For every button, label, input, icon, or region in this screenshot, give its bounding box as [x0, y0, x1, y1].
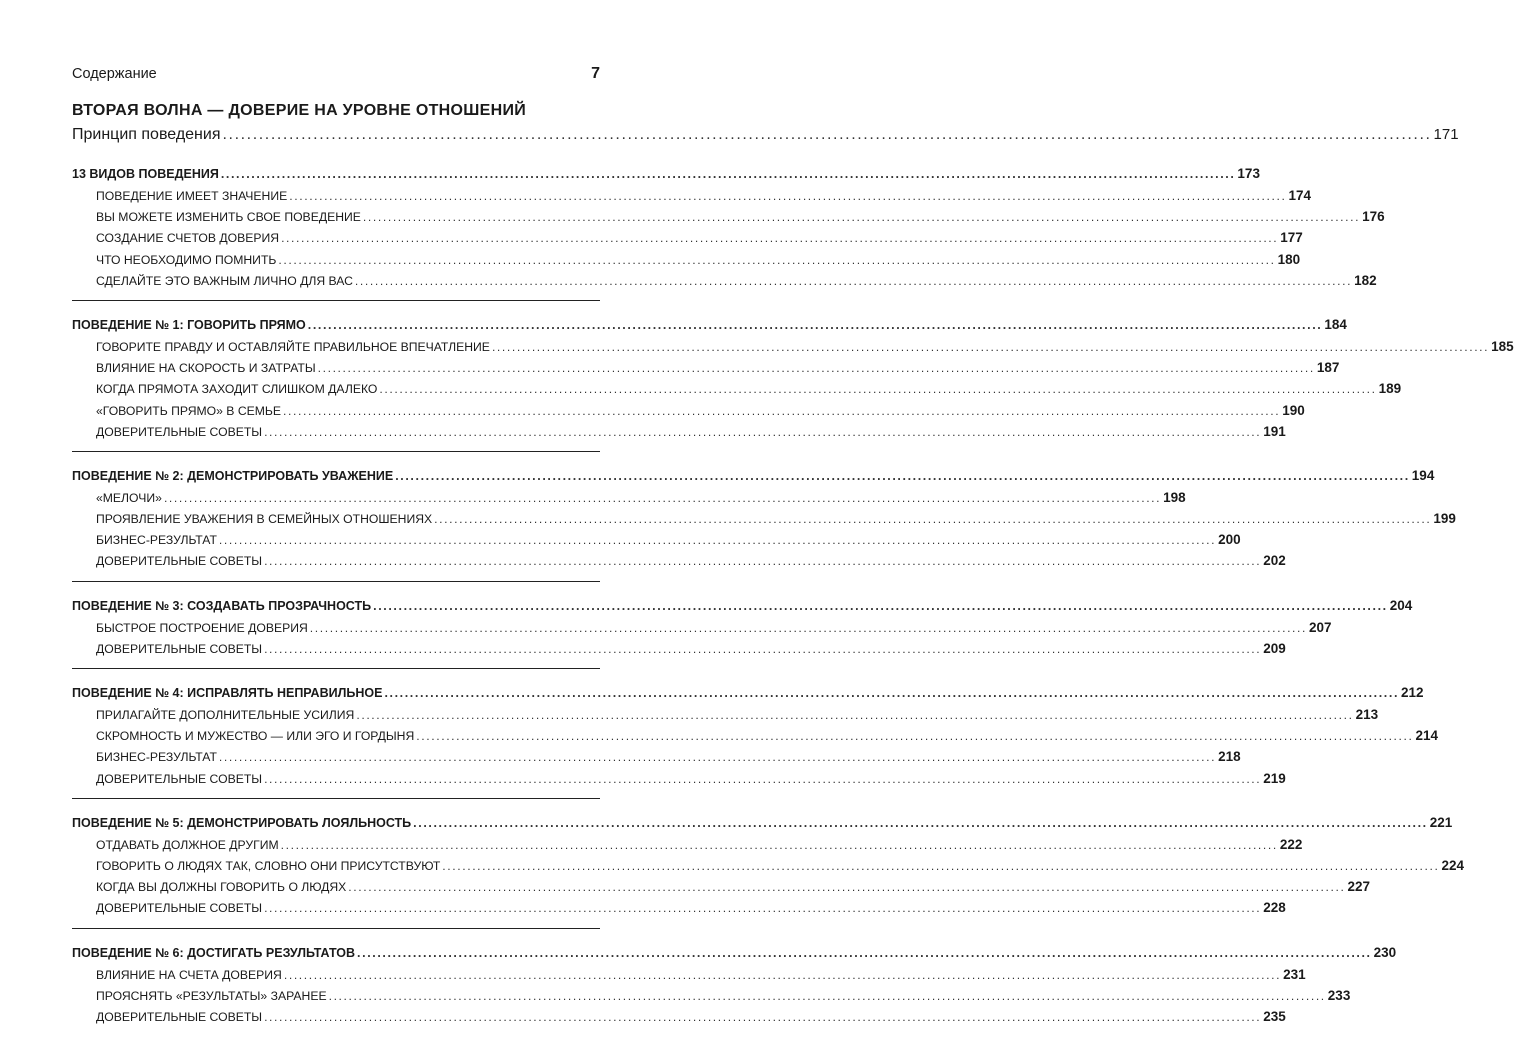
section-page: 204	[1389, 597, 1413, 613]
dot-leader: ........................................................................................................................................................................................................	[395, 468, 1410, 483]
section-heading-entry[interactable]	[72, 809, 1453, 834]
toc-subentry[interactable]	[72, 357, 1340, 378]
wave-block	[72, 100, 1459, 146]
principle-entry[interactable]	[72, 124, 1459, 146]
dot-leader: ........................................................................................................................................................................................................	[220, 167, 1236, 181]
subentry-label: ДОВЕРИТЕЛЬНЫЕ СОВЕТЫ	[96, 554, 263, 569]
dot-leader: ........................................................................................................................................................................................................	[328, 988, 1326, 1003]
subentry-label: СОЗДАНИЕ СЧЕТОВ ДОВЕРИЯ	[96, 231, 280, 246]
subentry-page: 198	[1163, 489, 1186, 505]
section-heading-entry[interactable]	[72, 311, 1347, 336]
subentry-page: 213	[1355, 707, 1379, 722]
toc-subentry[interactable]	[72, 550, 1286, 571]
running-title: Содержание	[72, 66, 157, 82]
toc-subentry[interactable]	[72, 185, 1311, 206]
subentry-label: ВЛИЯНИЕ НА СЧЕТА ДОВЕРИЯ	[96, 967, 282, 982]
subentry-label: ДОВЕРИТЕЛЬНЫЕ СОВЕТЫ	[96, 771, 263, 786]
section-title: ПОВЕДЕНИЕ № 1: ГОВОРИТЬ ПРЯМО	[72, 317, 306, 332]
dot-leader: ........................................................................................................................................................................................................	[373, 598, 1388, 613]
toc-section	[72, 939, 1397, 1037]
dot-leader: ........................................................................................................................................................................................................	[491, 339, 1490, 354]
subentry-page: 180	[1277, 251, 1301, 267]
dot-leader: ........................................................................................................................................................................................................	[348, 880, 1346, 895]
dot-leader: ........................................................................................................................................................................................................	[413, 815, 1428, 830]
section-page: 212	[1401, 685, 1424, 700]
subentry-label: ПРИЛАГАЙТЕ ДОПОЛНИТЕЛЬНЫЕ УСИЛИЯ	[96, 708, 355, 722]
dot-leader: ........................................................................................................................................................................................................	[264, 771, 1262, 786]
toc-subentry[interactable]	[72, 270, 1377, 291]
dot-leader: ........................................................................................................................................................................................................	[218, 533, 1217, 548]
dot-leader: ........................................................................................................................................................................................................	[442, 858, 1440, 873]
subentry-label: СКРОМНОСТЬ И МУЖЕСТВО — ИЛИ ЭГО И ГОРДЫНЯ	[96, 729, 415, 744]
toc-subentry[interactable]	[72, 487, 1186, 508]
subentry-page: 202	[1263, 553, 1286, 569]
dot-leader: ........................................................................................................................................................................................................	[309, 620, 1308, 635]
toc-subentry[interactable]	[72, 704, 1379, 725]
section-title: ПОВЕДЕНИЕ № 3: СОЗДАВАТЬ ПРОЗРАЧНОСТЬ	[72, 598, 372, 613]
subentry-label: ОТДАВАТЬ ДОЛЖНОЕ ДРУГИМ	[96, 837, 279, 852]
dot-leader: ........................................................................................................................................................................................................	[278, 252, 1276, 267]
dot-leader: ........................................................................................................................................................................................................	[362, 210, 1361, 225]
toc-subentry[interactable]	[72, 206, 1385, 227]
page-header	[72, 62, 600, 86]
subentry-page: 214	[1415, 728, 1439, 744]
dot-leader: ........................................................................................................................................................................................................	[283, 967, 1282, 982]
section-page: 194	[1411, 467, 1435, 483]
dot-leader: ........................................................................................................................................................................................................	[354, 273, 1353, 288]
dot-leader: ........................................................................................................................................................................................................	[317, 361, 1315, 376]
dot-leader: ........................................................................................................................................................................................................	[264, 554, 1262, 569]
subentry-page: 218	[1218, 749, 1241, 765]
section-page: 230	[1373, 944, 1397, 960]
toc-subentry[interactable]	[72, 508, 1456, 529]
section-heading-entry[interactable]	[72, 592, 1413, 617]
toc-section	[72, 311, 1514, 452]
subentry-page: 177	[1280, 230, 1303, 246]
dot-leader: ........................................................................................................................................................................................................	[289, 189, 1287, 203]
toc-section	[72, 809, 1465, 929]
section-heading-entry[interactable]	[72, 679, 1424, 704]
subentry-label: ПРОЯВЛЕНИЕ УВАЖЕНИЯ В СЕМЕЙНЫХ ОТНОШЕНИЯХ	[96, 512, 433, 527]
dot-leader: ........................................................................................................................................................................................................	[357, 945, 1372, 960]
subentry-page: 207	[1309, 619, 1332, 635]
section-title: 13 ВИДОВ ПОВЕДЕНИЯ	[72, 167, 219, 181]
dot-leader: ........................................................................................................................................................................................................	[356, 708, 1354, 722]
toc-subentry[interactable]	[72, 227, 1303, 248]
toc-subentry[interactable]	[72, 378, 1402, 399]
toc-subentry[interactable]	[72, 529, 1241, 550]
toc-section	[72, 462, 1456, 582]
subentry-label: «МЕЛОЧИ»	[96, 490, 162, 505]
dot-leader: ........................................................................................................................................................................................................	[416, 729, 1414, 744]
subentry-page: 233	[1327, 987, 1351, 1003]
section-page: 184	[1324, 316, 1347, 332]
toc-subentry[interactable]	[72, 725, 1439, 746]
toc-subentry[interactable]	[72, 400, 1305, 421]
subentry-label: ВЛИЯНИЕ НА СКОРОСТЬ И ЗАТРАТЫ	[96, 361, 316, 376]
toc-subentry[interactable]	[72, 336, 1514, 357]
dot-leader: ........................................................................................................................................................................................................	[307, 317, 1323, 332]
dot-leader: ........................................................................................................................................................................................................	[264, 424, 1262, 439]
section-page: 221	[1429, 814, 1453, 830]
subentry-label: ГОВОРИТЬ О ЛЮДЯХ ТАК, СЛОВНО ОНИ ПРИСУТСТВУЮТ	[96, 858, 441, 873]
toc-subentry[interactable]	[72, 876, 1371, 897]
toc-subentry[interactable]	[72, 897, 1286, 918]
dot-leader: ........................................................................................................................................................................................................	[281, 231, 1279, 246]
dot-leader: ........................................................................................................................................................................................................	[384, 686, 1400, 700]
subentry-label: ВЫ МОЖЕТЕ ИЗМЕНИТЬ СВОЕ ПОВЕДЕНИЕ	[96, 210, 361, 225]
toc-subentry[interactable]	[72, 421, 1286, 442]
subentry-page: 227	[1347, 879, 1371, 895]
section-title: ПОВЕДЕНИЕ № 5: ДЕМОНСТРИРОВАТЬ ЛОЯЛЬНОСТЬ	[72, 815, 412, 830]
subentry-label: ПРОЯСНЯТЬ «РЕЗУЛЬТАТЫ» ЗАРАНЕЕ	[96, 988, 327, 1003]
principle-page: 171	[1433, 126, 1459, 143]
subentry-label: КОГДА ПРЯМОТА ЗАХОДИТ СЛИШКОМ ДАЛЕКО	[96, 382, 378, 397]
subentry-label: БИЗНЕС-РЕЗУЛЬТАТ	[96, 750, 217, 765]
subentry-page: 222	[1279, 836, 1303, 852]
subentry-page: 235	[1263, 1008, 1286, 1024]
dot-leader: ........................................................................................................................................................................................................	[280, 837, 1278, 852]
subentry-page: 174	[1288, 188, 1311, 203]
subentry-page: 185	[1491, 338, 1514, 354]
toc-sections	[72, 160, 1514, 1046]
section-heading-entry[interactable]	[72, 160, 1260, 185]
subentry-page: 189	[1378, 381, 1402, 397]
subentry-label: ДОВЕРИТЕЛЬНЫЕ СОВЕТЫ	[96, 901, 263, 916]
toc-section	[72, 592, 1413, 669]
subentry-label: БИЗНЕС-РЕЗУЛЬТАТ	[96, 533, 217, 548]
dot-leader: ........................................................................................................................................................................................................	[264, 641, 1262, 656]
toc-subentry[interactable]	[72, 855, 1465, 876]
section-heading-entry[interactable]	[72, 939, 1397, 964]
section-heading-entry[interactable]	[72, 462, 1435, 487]
dot-leader: ........................................................................................................................................................................................................	[264, 1009, 1262, 1024]
toc-subentry[interactable]	[72, 617, 1332, 638]
toc-subentry[interactable]	[72, 746, 1241, 767]
subentry-page: 190	[1282, 402, 1305, 418]
section-title: ПОВЕДЕНИЕ № 2: ДЕМОНСТРИРОВАТЬ УВАЖЕНИЕ	[72, 468, 394, 483]
toc-section	[72, 679, 1439, 799]
subentry-label: ЧТО НЕОБХОДИМО ПОМНИТЬ	[96, 252, 277, 267]
dot-leader: ........................................................................................................................................................................................................	[434, 512, 1432, 527]
subentry-label: ДОВЕРИТЕЛЬНЫЕ СОВЕТЫ	[96, 641, 263, 656]
subentry-page: 191	[1263, 423, 1286, 439]
section-page: 173	[1237, 166, 1260, 181]
toc-subentry[interactable]	[72, 834, 1303, 855]
section-title: ПОВЕДЕНИЕ № 6: ДОСТИГАТЬ РЕЗУЛЬТАТОВ	[72, 945, 356, 960]
subentry-label: БЫСТРОЕ ПОСТРОЕНИЕ ДОВЕРИЯ	[96, 620, 308, 635]
subentry-label: СДЕЛАЙТЕ ЭТО ВАЖНЫМ ЛИЧНО ДЛЯ ВАС	[96, 273, 353, 288]
toc-section	[72, 160, 1385, 301]
toc-subentry[interactable]	[72, 249, 1301, 270]
subentry-label: ДОВЕРИТЕЛЬНЫЕ СОВЕТЫ	[96, 424, 263, 439]
subentry-label: ПОВЕДЕНИЕ ИМЕЕТ ЗНАЧЕНИЕ	[96, 189, 288, 203]
subentry-page: 176	[1362, 209, 1385, 225]
dot-leader: ........................................................................................................................................................................................................	[163, 490, 1162, 505]
toc-subentry[interactable]	[72, 985, 1351, 1006]
subentry-label: КОГДА ВЫ ДОЛЖНЫ ГОВОРИТЬ О ЛЮДЯХ	[96, 880, 347, 895]
wave-title: ВТОРАЯ ВОЛНА — ДОВЕРИЕ НА УРОВНЕ ОТНОШЕНИЙ	[72, 102, 527, 119]
subentry-page: 187	[1316, 360, 1340, 376]
dot-leader: ........................................................................................................................................................................................................	[264, 901, 1262, 916]
toc-subentry[interactable]	[72, 1006, 1286, 1027]
subentry-page: 200	[1218, 532, 1241, 548]
subentry-page: 231	[1283, 966, 1306, 982]
dot-leader: ........................................................................................................................................................................................................	[379, 382, 1377, 397]
subentry-page: 224	[1441, 857, 1465, 873]
principle-label: Принцип поведения	[72, 126, 221, 143]
subentry-page: 182	[1354, 272, 1377, 288]
subentry-page: 209	[1263, 640, 1286, 656]
toc-subentry[interactable]	[72, 768, 1286, 789]
toc-subentry[interactable]	[72, 638, 1286, 659]
subentry-label: ДОВЕРИТЕЛЬНЫЕ СОВЕТЫ	[96, 1009, 263, 1024]
dot-leader: ........................................................................................................................................................................................................	[222, 126, 1432, 143]
subentry-page: 219	[1263, 770, 1286, 786]
subentry-page: 199	[1433, 511, 1456, 527]
dot-leader: ........................................................................................................................................................................................................	[283, 403, 1281, 418]
subentry-label: «ГОВОРИТЬ ПРЯМО» В СЕМЬЕ	[96, 403, 282, 418]
dot-leader: ........................................................................................................................................................................................................	[218, 750, 1217, 765]
page-number: 7	[591, 65, 600, 82]
subentry-page: 228	[1263, 900, 1286, 916]
toc-subentry[interactable]	[72, 964, 1306, 985]
section-title: ПОВЕДЕНИЕ № 4: ИСПРАВЛЯТЬ НЕПРАВИЛЬНОЕ	[72, 686, 383, 700]
subentry-label: ГОВОРИТЕ ПРАВДУ И ОСТАВЛЯЙТЕ ПРАВИЛЬНОЕ ВПЕЧАТЛЕНИЕ	[96, 339, 490, 354]
